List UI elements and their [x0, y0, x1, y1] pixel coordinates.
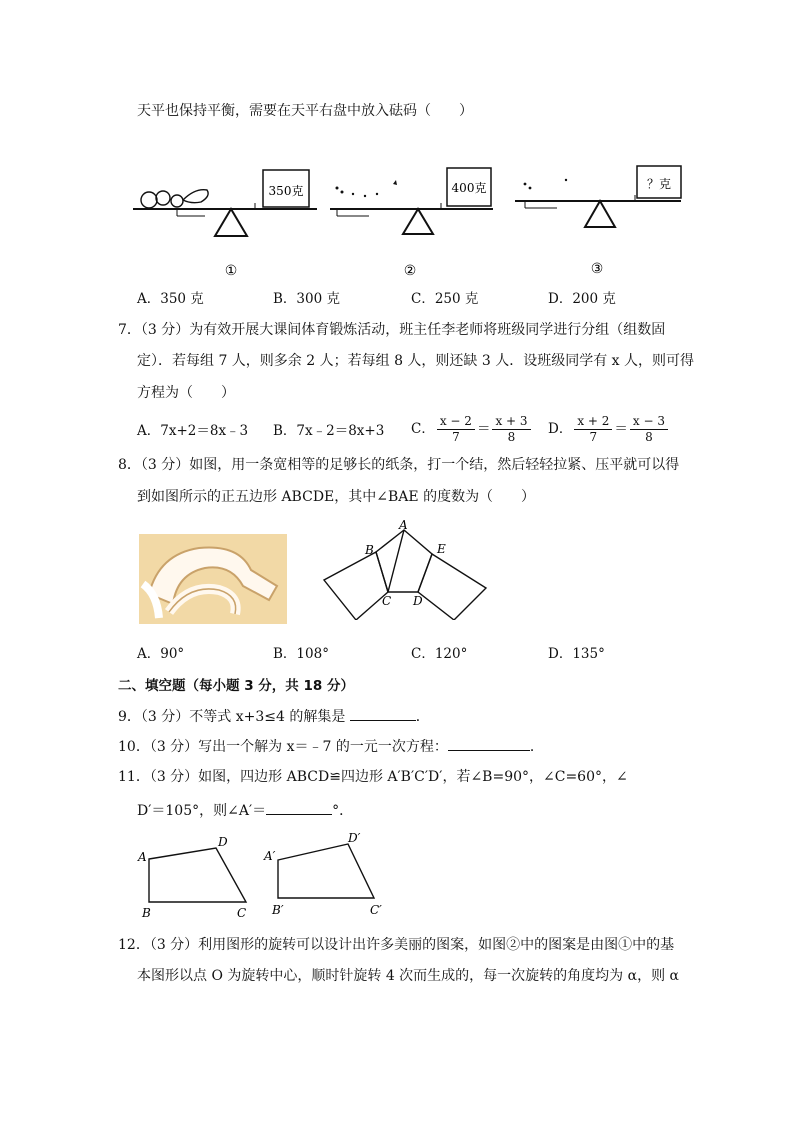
- vertex-label-b-prime: B′: [272, 903, 284, 917]
- vertex-label-b: B: [142, 906, 151, 920]
- weight-350: 350克: [268, 184, 304, 198]
- q7-option-d[interactable]: D． $\frac{x + 2}{7}$ ＝ $\frac{x - 3}{8}$: [548, 411, 670, 447]
- fraction: $\frac{x - 3}{8}$: [630, 414, 668, 445]
- q6-option-c[interactable]: C．250 克: [411, 291, 479, 307]
- weight-400: 400克: [451, 181, 487, 195]
- pentagon-knot-diagram: [320, 516, 492, 620]
- q7-stem-line1: 7．（3 分）为有效开展大课间体育锻炼活动，班主任李老师将班级同学进行分组（组数固: [118, 322, 666, 338]
- vertex-label-a-prime: A′: [264, 849, 276, 863]
- q6-option-a[interactable]: A．350 克: [137, 291, 204, 307]
- vertex-label-d: D: [413, 594, 423, 608]
- q6-stem-text: 天平也保持平衡，需要在天平右盘中放入砝码（ ）: [137, 103, 473, 119]
- vertex-label-b: B: [365, 543, 374, 557]
- vertex-label-c: C: [237, 906, 247, 920]
- vertex-label-d: D: [218, 835, 228, 849]
- q6-option-b[interactable]: B．300 克: [273, 291, 340, 307]
- scale-label-3: ③: [590, 261, 604, 277]
- q11-stem-line1: 11．（3 分）如图，四边形 ABCD≌四边形 A′B′C′D′，若∠B=90°，∠C=60°，∠: [118, 769, 628, 785]
- scale-label-1: ①: [224, 263, 238, 279]
- section-title-fill-in: 二、填空题（每小题 3 分，共 18 分）: [118, 678, 354, 694]
- balance-scale-1: [133, 170, 317, 236]
- vertex-label-d-prime: D′: [348, 831, 361, 845]
- paper-knot-photo: [139, 534, 287, 624]
- fraction: $\frac{x - 2}{7}$: [437, 414, 475, 445]
- fraction: $\frac{x + 2}{7}$: [574, 414, 612, 445]
- q8-option-b[interactable]: B．108°: [273, 646, 329, 662]
- q7-option-d-label: D．: [548, 421, 573, 437]
- quadrilateral-abcd-prime: [262, 830, 402, 922]
- q10-answer-blank[interactable]: [448, 736, 530, 751]
- q6-option-d[interactable]: D．200 克: [548, 291, 616, 307]
- balance-scale-2: [330, 168, 493, 234]
- q8-option-a[interactable]: A．90°: [137, 646, 185, 662]
- vertex-label-c: C: [382, 594, 392, 608]
- q11-answer-blank[interactable]: [266, 800, 332, 815]
- q7-option-c-label: C．: [411, 421, 435, 437]
- q7-stem-line2: 定）．若每组 7 人，则多余 2 人；若每组 8 人，则还缺 3 人．设班级同学有 x 人，则可得: [137, 353, 695, 369]
- q12-stem-line2: 本图形以点 O 为旋转中心，顺时针旋转 4 次而生成的，每一次旋转的角度均为 α，则 α: [137, 968, 679, 984]
- scale-label-2: ②: [403, 263, 417, 279]
- balance-scales-figure: [125, 160, 695, 285]
- q8-option-c[interactable]: C．120°: [411, 646, 468, 662]
- weight-unknown: ？克: [646, 177, 672, 191]
- q9-line: 9．（3 分）不等式 x+3≤4 的解集是 ．: [118, 706, 430, 727]
- q7-option-a[interactable]: A．7x+2＝8x﹣3: [137, 423, 249, 439]
- fruit-icon: [141, 190, 208, 208]
- vertex-label-c-prime: C′: [370, 903, 382, 917]
- fruit-icon: [524, 179, 568, 190]
- balance-scale-3: [515, 166, 681, 227]
- q7-stem-line3: 方程为（ ）: [137, 385, 235, 401]
- q11-stem-line2: D′＝105°，则∠A′＝ °．: [137, 800, 353, 821]
- fraction: $\frac{x + 3}{8}$: [492, 414, 530, 445]
- vertex-label-a: A: [138, 850, 147, 864]
- vertex-label-e: E: [437, 542, 446, 556]
- q10-line: 10．（3 分）写出一个解为 x＝﹣7 的一元一次方程： ．: [118, 736, 544, 757]
- fruit-icon: [336, 180, 398, 197]
- q8-stem-line2: 到如图所示的正五边形 ABCDE，其中∠BAE 的度数为（ ）: [137, 489, 536, 505]
- q9-answer-blank[interactable]: [350, 706, 416, 721]
- quadrilateral-abcd: [134, 828, 264, 922]
- q8-stem-line1: 8．（3 分）如图，用一条宽相等的足够长的纸条，打一个结，然后轻轻拉紧、压平就可以得: [118, 457, 680, 473]
- vertex-label-a: A: [399, 518, 408, 532]
- q7-option-c[interactable]: C． $\frac{x - 2}{7}$ ＝ $\frac{x + 3}{8}$: [411, 411, 533, 447]
- q12-stem-line1: 12．（3 分）利用图形的旋转可以设计出许多美丽的图案，如图②中的图案是由图①中的基: [118, 937, 675, 953]
- q8-option-d[interactable]: D．135°: [548, 646, 605, 662]
- q7-option-b[interactable]: B．7x﹣2＝8x+3: [273, 423, 385, 439]
